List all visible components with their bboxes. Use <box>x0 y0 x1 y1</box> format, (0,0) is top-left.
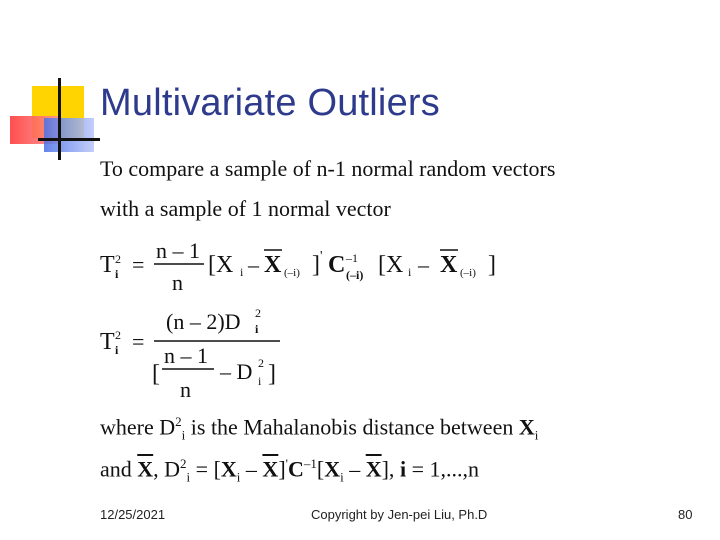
eq2-num-sup: 2 <box>255 306 261 320</box>
where-d-sub: i <box>181 427 186 443</box>
eq1-x-sub2: i <box>408 265 412 279</box>
and-xbar: $\overline{X}$ <box>137 456 154 482</box>
and-minus1: – <box>240 456 263 482</box>
eq1-c-sub: (–i) <box>346 268 364 282</box>
and-open2: [ <box>316 456 325 482</box>
and-prime: ' <box>285 456 288 471</box>
and-definition-line <box>100 456 479 486</box>
eq1-open-bracket-x2: [X <box>378 252 404 278</box>
eq2-numerator: (n – 2)D <box>166 309 241 334</box>
and-close2: ], <box>381 456 395 482</box>
equation-1-svg <box>100 236 520 296</box>
eq2-lhs-sup: 2 <box>115 328 121 342</box>
eq2-num-sub: i <box>255 322 259 336</box>
footer-page-number: 80 <box>678 507 693 522</box>
footer-date: 12/25/2021 <box>100 507 166 522</box>
eq1-lhs-sup: 2 <box>115 252 121 266</box>
equation-2-svg <box>100 305 320 405</box>
and-d-sub: i <box>186 469 191 485</box>
eq1-c: C <box>328 252 346 278</box>
eq1-c-sup: –1 <box>346 251 358 265</box>
eq1-frac-num: n – 1 <box>156 238 200 263</box>
and-close1: ] <box>278 456 286 482</box>
logo-blue-square <box>44 118 94 152</box>
eq1-close-bracket: ] <box>312 252 320 278</box>
and-xbar2: $\overline{X}$ <box>365 456 382 482</box>
eq1-minus2: – <box>418 252 429 277</box>
and-c: C <box>287 456 304 482</box>
svg-text:=: = <box>132 252 145 277</box>
eq2-lhs-sub: i <box>115 343 119 357</box>
and-d-sup: 2 <box>180 456 187 471</box>
equation-t2-hotelling <box>100 236 520 296</box>
eq1-x-sub: i <box>240 265 244 279</box>
eq1-lhs: T <box>100 252 115 278</box>
eq2-minus-d: – D <box>220 359 253 384</box>
eq1-lhs-sub: i <box>115 267 119 281</box>
eq2-open-bracket: [ <box>152 361 160 387</box>
body-text-line-1: To compare a sample of n-1 normal random vectors <box>100 156 556 181</box>
slide-logo-decoration <box>0 0 100 170</box>
where-x: X <box>518 414 535 440</box>
slide-title: Multivariate Outliers <box>100 82 440 124</box>
and-minus2: – <box>343 456 366 482</box>
eq1-final-bracket: ] <box>488 252 496 278</box>
eq1-prime: ' <box>320 249 323 264</box>
eq2-inner-den: n <box>180 377 191 402</box>
eq2-d-sup: 2 <box>258 356 264 370</box>
and-equals: = [ <box>190 456 221 482</box>
where-middle-text: is the Mahalanobis distance between <box>185 414 519 440</box>
footer-copyright: Copyright by Jen-pei Liu, Ph.D <box>311 507 488 522</box>
and-c-sup: –1 <box>303 456 317 471</box>
where-prefix: where D <box>100 414 176 440</box>
eq1-minus: – <box>248 252 259 277</box>
logo-horizontal-line <box>38 138 100 141</box>
where-d-sup: 2 <box>175 414 182 429</box>
eq1-xbar: X <box>264 252 282 278</box>
where-x-sub: i <box>534 427 539 443</box>
and-x2: X <box>324 456 341 482</box>
eq1-xbar2: X <box>440 252 458 278</box>
eq2-lhs: T <box>100 329 115 355</box>
and-comma-d: , D <box>153 456 181 482</box>
svg-text:=: = <box>132 329 145 354</box>
and-x1-sub: i <box>236 469 241 485</box>
and-xbar1: $\overline{X}$ <box>262 456 279 482</box>
and-range: = 1,...,n <box>406 456 479 482</box>
and-range-i: i <box>394 456 407 482</box>
eq1-xbar-sub2: (–i) <box>460 267 476 279</box>
and-x1: X <box>220 456 237 482</box>
and-x2-sub: i <box>340 469 344 485</box>
where-mahalanobis-line <box>100 414 538 444</box>
equation-t2-via-mahalanobis <box>100 305 320 405</box>
eq2-inner-num: n – 1 <box>164 343 208 368</box>
body-text-line-2: with a sample of 1 normal vector <box>100 196 391 221</box>
eq2-close-bracket: ] <box>268 361 276 387</box>
eq1-frac-den: n <box>172 270 183 295</box>
eq2-d-sub: i <box>258 374 262 388</box>
eq1-open-bracket-x: [X <box>208 252 234 278</box>
eq1-xbar-sub: (–i) <box>284 267 300 279</box>
and-word: and <box>100 456 138 482</box>
logo-vertical-line <box>58 78 61 160</box>
